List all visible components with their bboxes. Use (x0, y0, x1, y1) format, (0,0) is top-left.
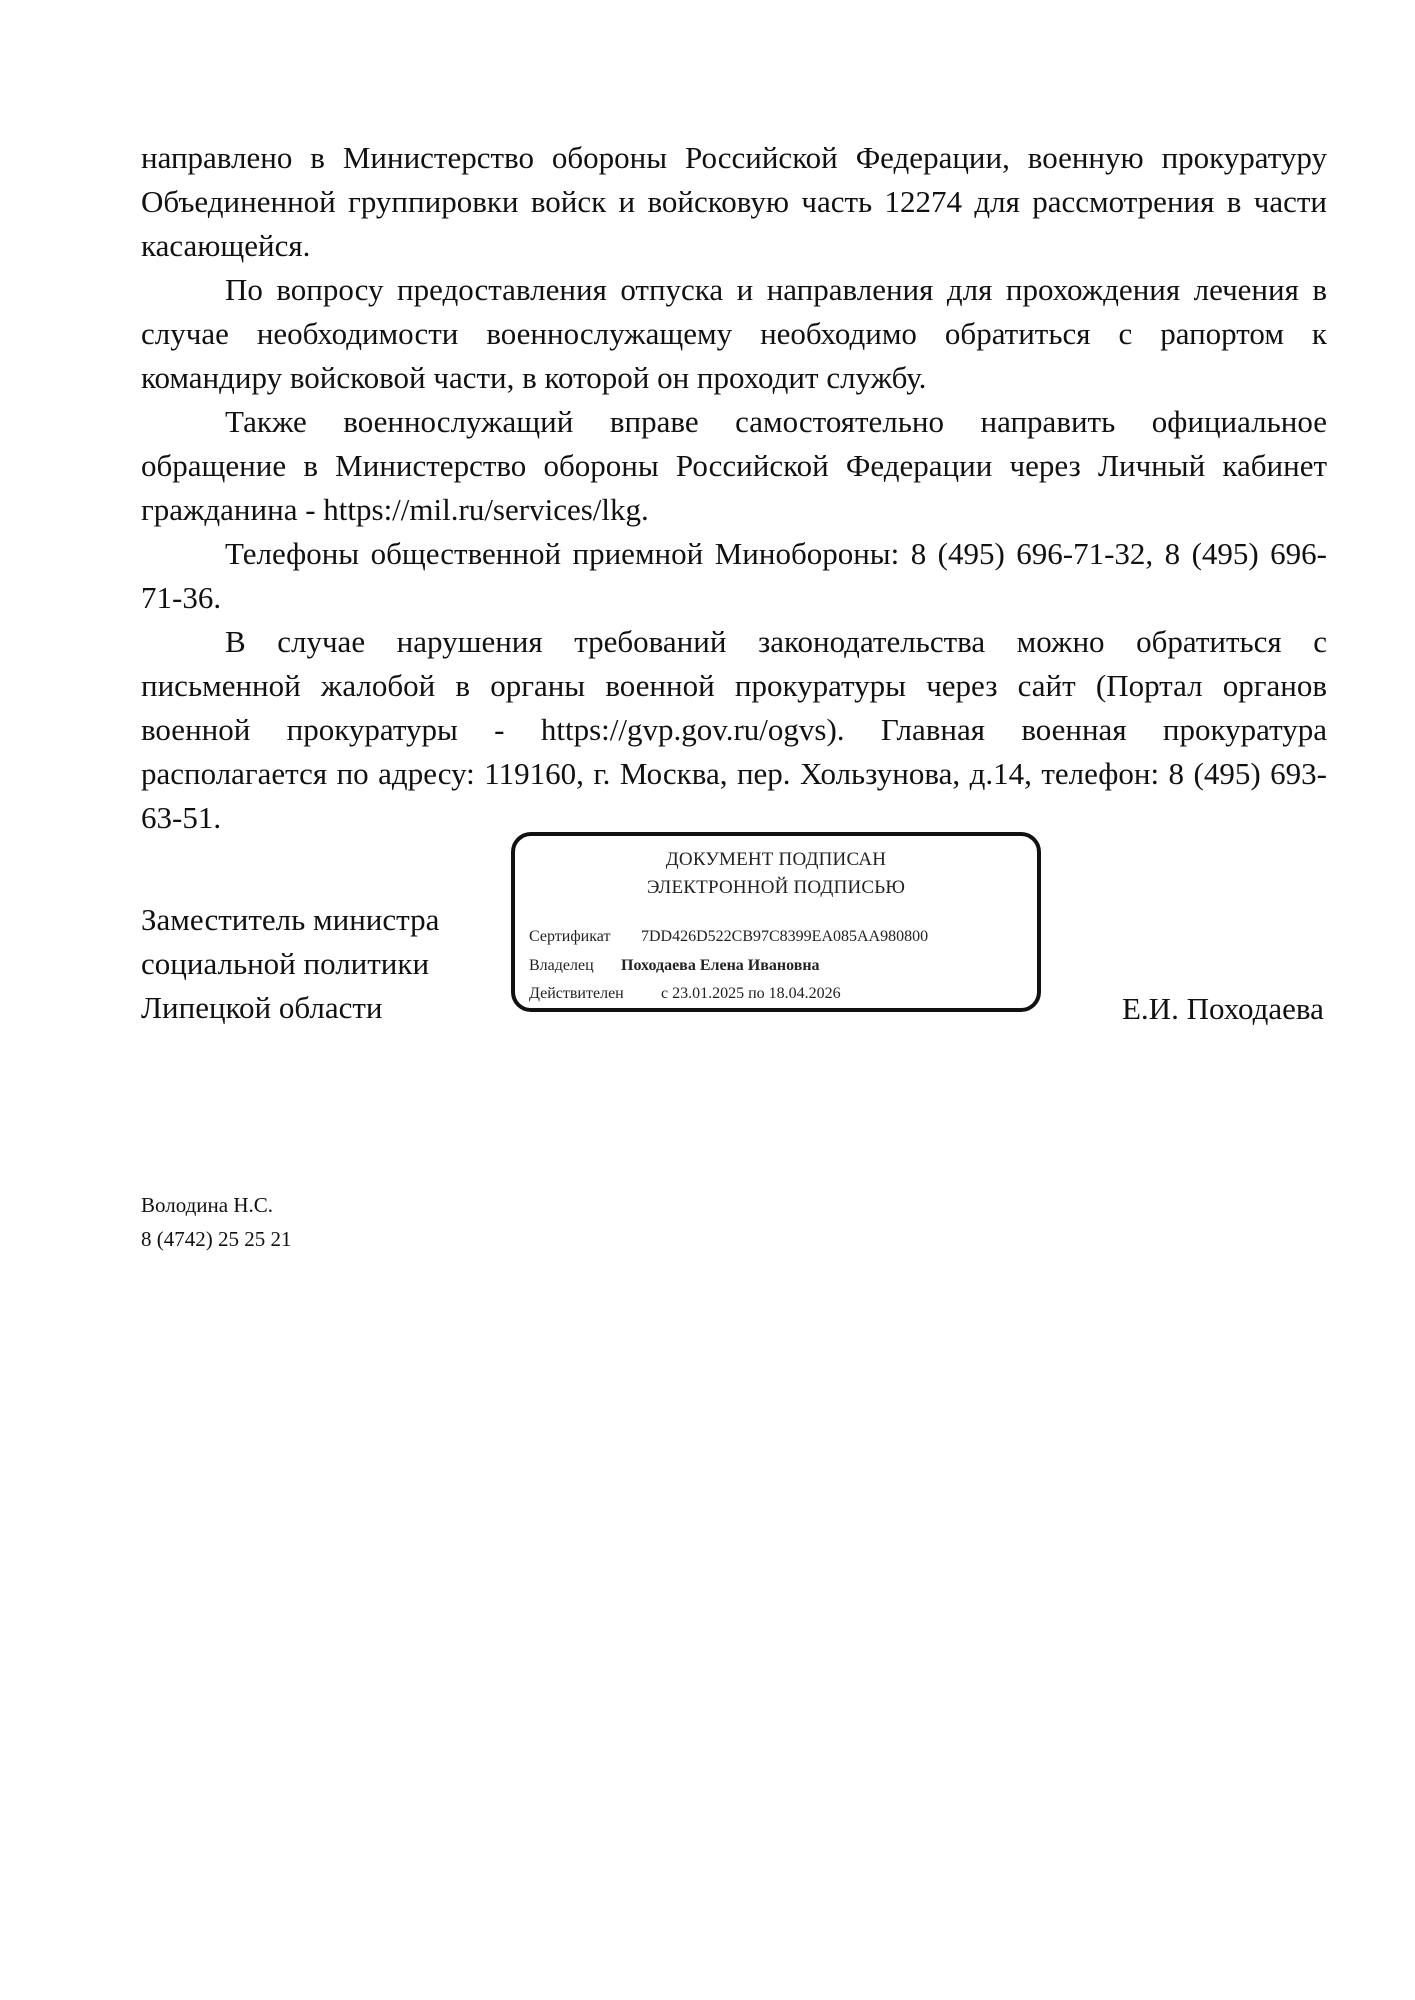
electronic-signature-stamp (511, 832, 1041, 1012)
stamp-owner-value: Походаева Елена Ивановна (621, 957, 820, 974)
stamp-owner-row (529, 956, 820, 976)
paragraph-4: Телефоны общественной приемной Минобороны: 8 (495) 696-71-32, 8 (495) 696-71-36. (141, 536, 1327, 615)
stamp-certificate-row (529, 927, 928, 947)
signer-position-line-3: Липецкой области (141, 990, 383, 1025)
paragraph-1: направлено в Министерство обороны Российской Федерации, военную прокуратуру Объединенной группировки войск и войсковую часть 12274 для рассмотрения в части касающейся. (141, 140, 1327, 263)
stamp-title-line-1: ДОКУМЕНТ ПОДПИСАН (665, 849, 887, 870)
paragraph-5: В случае нарушения требований законодательства можно обратиться с письменной жалобой в органы военной прокуратуры через сайт (Портал органов военной прокуратуры - https://gvp.gov.ru/ogvs). Главная военная прокуратура располагается по адресу: 119160, г. Москва, пер. Хользунова, д.14, телефон: 8 (495) 693-63-51. (141, 624, 1327, 835)
stamp-owner-label: Владелец (529, 957, 594, 974)
stamp-validity-label: Действителен (529, 985, 624, 1002)
executor-info (141, 1188, 292, 1256)
executor-name: Володина Н.С. (141, 1193, 274, 1217)
signer-name: Е.И. Походаева (1122, 991, 1324, 1026)
executor-phone: 8 (4742) 25 25 21 (141, 1227, 292, 1251)
stamp-validity-value: с 23.01.2025 по 18.04.2026 (661, 985, 841, 1002)
paragraph-3: Также военнослужащий вправе самостоятельно направить официальное обращение в Министерство обороны Российской Федерации через Личный кабинет гражданина - https://mil.ru/services/lkg. (141, 404, 1327, 527)
stamp-certificate-value: 7DD426D522CB97C8399EA085AA980800 (641, 928, 929, 945)
letter-body (141, 136, 1327, 840)
stamp-title-line-2: ЭЛЕКТРОННОЙ ПОДПИСЬЮ (646, 877, 906, 898)
stamp-certificate-label: Сертификат (529, 928, 611, 945)
stamp-validity-row (529, 984, 841, 1004)
paragraph-2: По вопросу предоставления отпуска и направления для прохождения лечения в случае необходимости военнослужащему необходимо обратиться с рапортом к командиру войсковой части, в которой он проходит службу. (141, 272, 1327, 395)
signer-position-line-1: Заместитель министра (141, 902, 440, 937)
signer-position-line-2: социальной политики (141, 946, 430, 981)
stamp-title (515, 846, 1037, 902)
signer-position (141, 898, 439, 1030)
